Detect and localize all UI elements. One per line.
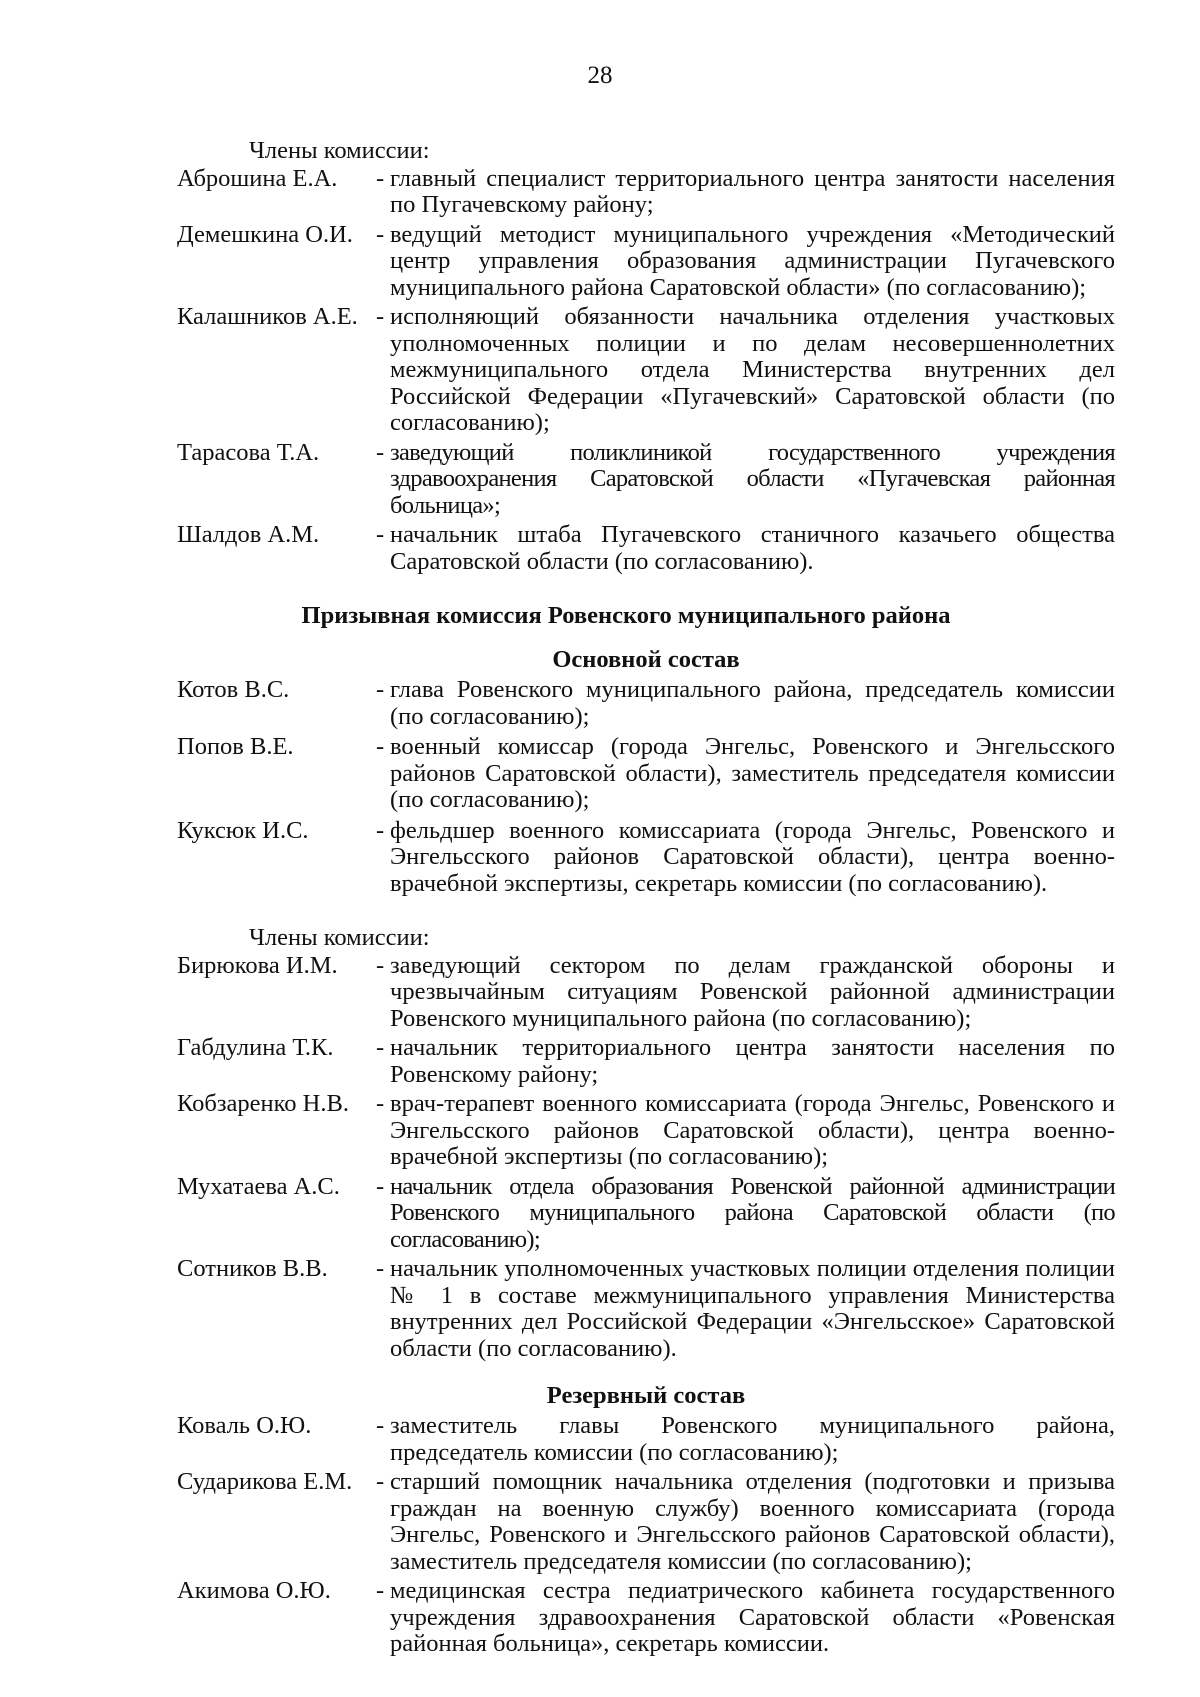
person-name: Куксюк И.С.: [177, 816, 309, 844]
person-row: [177, 818, 1115, 898]
dash: -: [376, 521, 385, 548]
section-title: Призывная комиссия Ровенского муниципального района: [301, 602, 951, 629]
reserve-name: Сударикова Е.М.: [177, 1468, 353, 1495]
person-row: [177, 734, 1115, 814]
member-name: Сотников В.В.: [177, 1255, 328, 1282]
reserve-name: Акимова О.Ю.: [177, 1577, 331, 1604]
reserve-desc: старший помощник начальника отделения (подготовки и призыва граждан на военную службу) военного комиссариата (города Энгельс, Ровенского и Энгельсского районов Саратовской области), заместитель председателя комиссии (по согласованию);: [390, 1468, 1115, 1575]
member-row: [177, 166, 1115, 219]
member-desc: главный специалист территориального центра занятости населения по Пугачевскому району;: [390, 164, 1115, 218]
member-row: [177, 953, 1115, 1033]
member-name: Бирюкова И.М.: [177, 951, 338, 979]
member-name: Мухатаева А.С.: [177, 1172, 340, 1200]
member-name: Тарасова Т.А.: [177, 438, 320, 466]
document-body: [177, 138, 1115, 1658]
reserve-name: Коваль О.Ю.: [177, 1412, 312, 1439]
member-name: Калашников А.Е.: [177, 303, 358, 330]
dash: -: [376, 1172, 385, 1200]
member-desc: исполняющий обязанности начальника отделения участковых уполномоченных полиции и по делам несовершеннолетних межмуниципального отдела Министерства внутренних дел Российской Федерации «Пугачевский» Саратовской области (по согласованию);: [390, 303, 1115, 436]
member-name: Кобзаренко Н.В.: [177, 1090, 349, 1117]
reserve-row: [177, 1469, 1115, 1575]
member-desc: начальник отдела образования Ровенской районной администрации Ровенского муниципального района Саратовской области (по согласованию);: [390, 1172, 1115, 1253]
dash: -: [376, 1255, 385, 1282]
person-row: [177, 677, 1115, 730]
member-desc: врач-терапевт военного комиссариата (города Энгельс, Ровенского и Энгельсского районов Саратовской области), центра военно-врачебной экспертизы (по согласованию);: [390, 1090, 1115, 1170]
reserve-row: [177, 1578, 1115, 1658]
member-desc: начальник штаба Пугачевского станичного казачьего общества Саратовской области (по согласованию).: [390, 521, 1115, 575]
member-desc: начальник территориального центра занятости населения по Ровенскому району;: [390, 1034, 1115, 1088]
reserve-desc: заместитель главы Ровенского муниципального района, председатель комиссии (по согласованию);: [390, 1412, 1115, 1466]
member-row: [177, 1174, 1115, 1254]
members-label: Члены комиссии:: [249, 924, 430, 951]
dash: -: [376, 303, 385, 330]
member-desc: заведующий сектором по делам гражданской обороны и чрезвычайным ситуациям Ровенской районной администрации Ровенского муниципального района (по согласованию);: [390, 951, 1115, 1032]
member-name: Шалдов А.М.: [177, 521, 320, 548]
member-row: [177, 304, 1115, 437]
person-desc: глава Ровенского муниципального района, председатель комиссии (по согласованию);: [390, 676, 1115, 730]
dash: -: [376, 1034, 385, 1061]
main-composition-title: Основной состав: [552, 646, 740, 673]
dash: -: [376, 733, 385, 760]
dash: -: [376, 816, 385, 844]
reserve-desc: медицинская сестра педиатрического кабинета государственного учреждения здравоохранения Саратовской области «Ровенская районная больница», секретарь комиссии.: [390, 1577, 1115, 1657]
member-desc: ведущий методист муниципального учреждения «Методический центр управления образования администрации Пугачевского муниципального района Саратовской области» (по согласованию);: [390, 220, 1115, 301]
dash: -: [376, 220, 385, 248]
member-name: Габдулина Т.К.: [177, 1034, 334, 1061]
dash: -: [376, 1412, 385, 1439]
member-row: [177, 1035, 1115, 1088]
member-desc: начальник уполномоченных участковых полиции отделения полиции № 1 в составе межмуниципального управления Министерства внутренних дел Российской Федерации «Энгельсское» Саратовской области (по согласованию).: [390, 1255, 1115, 1362]
member-name: Аброшина Е.А.: [177, 164, 338, 192]
member-desc: заведующий поликлиникой государственного учреждения здравоохранения Саратовской области «Пугачевская районная больница»;: [390, 438, 1115, 519]
dash: -: [376, 1577, 385, 1604]
reserve-row: [177, 1413, 1115, 1466]
member-row: [177, 1091, 1115, 1171]
members-label: Члены комиссии:: [249, 137, 430, 164]
dash: -: [376, 164, 385, 192]
dash: -: [376, 951, 385, 979]
member-row: [177, 522, 1115, 575]
member-row: [177, 222, 1115, 302]
dash: -: [376, 438, 385, 466]
member-row: [177, 440, 1115, 520]
dash: -: [376, 1468, 385, 1495]
person-name: Котов В.С.: [177, 676, 290, 703]
page-number: 28: [587, 62, 613, 89]
member-row: [177, 1256, 1115, 1362]
person-desc: военный комиссар (города Энгельс, Ровенского и Энгельсского районов Саратовской области), заместитель председателя комиссии (по согласованию);: [390, 733, 1115, 813]
member-name: Демешкина О.И.: [177, 220, 353, 248]
dash: -: [376, 676, 385, 703]
person-desc: фельдшер военного комиссариата (города Энгельс, Ровенского и Энгельсского районов Саратовской области), центра военно-врачебной экспертизы, секретарь комиссии (по согласованию).: [390, 816, 1115, 897]
person-name: Попов В.Е.: [177, 733, 294, 760]
reserve-composition-title: Резервный состав: [546, 1382, 746, 1409]
dash: -: [376, 1090, 385, 1117]
